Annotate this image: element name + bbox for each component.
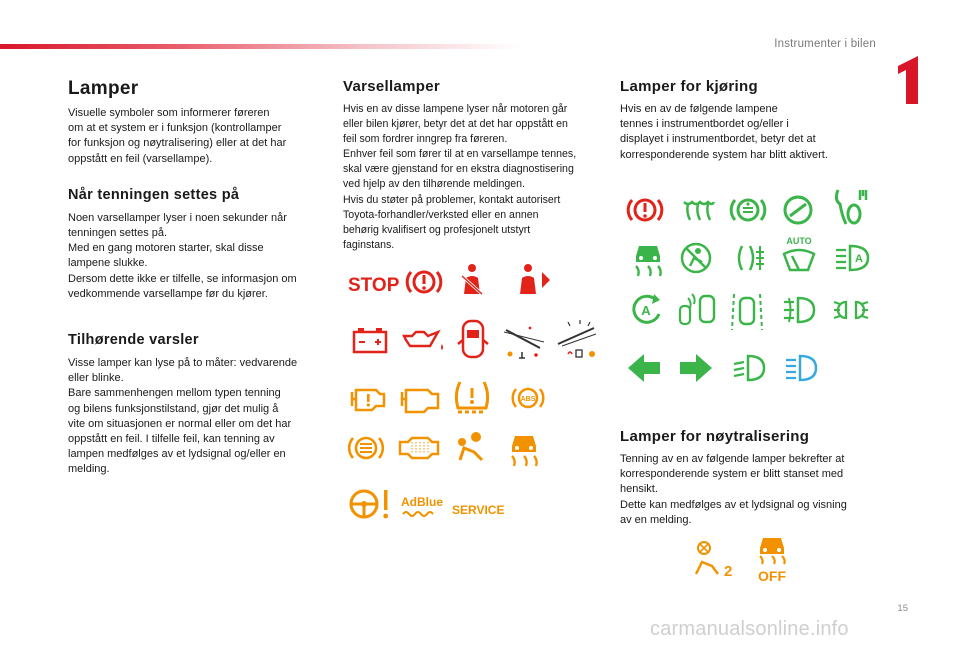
lane-departure-icon <box>730 290 764 332</box>
top-accent-bar <box>0 44 520 49</box>
stop-start-icon <box>626 292 666 328</box>
driving-lamps-text: Hvis en av de følgende lampene tennes i instrumentbordet og/eller i displayet i instrumentbordet, betyr det at korresponderende system har blitt aktivert. <box>620 103 828 161</box>
svg-text:AdBlue: AdBlue <box>401 495 443 509</box>
ignition-text: Noen varsellamper lyser i noen sekunder når tenningen settes på. Med en gang motoren starter, skal disse lampene slukke. Dersom dette ikke er tilfelle, se informasjon om vedkommende varsellampe før du kjører. <box>68 211 297 300</box>
running-header: Instrumenter i bilen <box>774 38 876 50</box>
svg-text:OFF: OFF <box>758 568 786 584</box>
brake-warning-icon <box>404 264 444 300</box>
neutralisation-heading: Lamper for nøytralisering <box>620 428 810 445</box>
stop-warning-icon <box>346 266 400 302</box>
particle-filter-icon <box>396 430 442 466</box>
glow-plug-icon <box>678 192 718 228</box>
passenger-airbag-off-2-icon <box>690 540 734 582</box>
ignition-heading: Når tenningen settes på <box>68 186 240 203</box>
lamps-heading: Lamper <box>68 78 139 99</box>
engine-fault-icon <box>348 380 388 416</box>
oil-pressure-warning-icon <box>400 322 446 358</box>
battery-warning-icon <box>350 322 390 358</box>
warning-lamps-heading: Varsellamper <box>343 78 440 95</box>
stability-control-off-icon <box>752 534 792 584</box>
svg-text:AUTO: AUTO <box>786 236 812 246</box>
passenger-airbag-off-icon <box>676 240 716 276</box>
column-warning-lamps <box>343 78 605 253</box>
associated-warnings-text: Visse lamper kan lyse på to måter: vedvarende eller blinke. Bare sammenhengen mellom typen tenning og bilens funksjonstilstand, gjør det mulig å vite om situasjonen er normal eller om det har oppstått en feil. I tilfelle feil, kan tenning av lampen medfølges av et lydsignal og/eller en melding. <box>68 357 298 476</box>
airbag-fault-icon <box>452 430 492 466</box>
speed-limiter-icon <box>778 192 818 228</box>
stability-control-icon <box>504 428 544 468</box>
column-lamps <box>68 78 330 478</box>
column-driving-lamps <box>620 78 890 163</box>
svg-text:ABS: ABS <box>520 396 536 403</box>
service-icon <box>452 492 505 528</box>
auto-wipers-icon <box>778 234 820 278</box>
driving-lamps-heading: Lamper for kjøring <box>620 78 758 95</box>
seatbelt-warning-icon <box>452 262 492 298</box>
svg-text:STOP: STOP <box>348 275 400 296</box>
temperature-gauge-icon <box>500 318 548 360</box>
left-turn-indicator-icon <box>626 350 662 386</box>
page-number: 15 <box>897 603 908 614</box>
passenger-seatbelt-warning-icon <box>512 262 552 298</box>
dipped-beam-icon <box>730 350 770 386</box>
parking-brake-icon <box>625 192 665 228</box>
fuel-gauge-icon <box>552 316 600 360</box>
svg-text:A: A <box>641 303 651 318</box>
clutch-pedal-icon <box>830 186 870 228</box>
abs-warning-icon <box>508 380 548 416</box>
watermark: carmanualsonline.info <box>650 618 849 640</box>
column-neutralisation-lamps <box>620 428 890 528</box>
front-fog-lamp-icon <box>780 292 820 328</box>
associated-warnings-heading: Tilhørende varsler <box>68 332 199 349</box>
door-open-warning-icon <box>456 318 490 360</box>
warning-lamps-text: Hvis en av disse lampene lyser når motoren går eller bilen kjører, betyr det at det har oppstått en feil som fordrer inngrep fra føreren. Enhver feil som fører til at en varsellampe tennes, skal være gjenstand for en ekstra diagnostisering ved hjelp av den tilhørende meldingen. Hvis du støter på problemer, kontakt autorisert Toyota-forhandler/verksted eller en annen behørig kvalifisert og profesjonelt utstyrt faginstans. <box>343 103 577 251</box>
lamps-intro: Visuelle symboler som informerer føreren om at et system er i funksjon (kontrollamper for funksjon og nøytralisering) eller at det har oppstått en feil (varsellampe). <box>68 107 287 165</box>
blind-spot-monitoring-icon <box>676 288 720 330</box>
adblue-icon <box>400 490 444 526</box>
chapter-number-badge <box>892 56 926 104</box>
brake-system-fault-icon <box>346 430 386 466</box>
tyre-pressure-icon <box>452 378 492 418</box>
svg-text:2: 2 <box>724 563 733 580</box>
fuel-heater-icon <box>730 240 770 276</box>
main-beam-icon <box>782 350 822 386</box>
svg-text:A: A <box>855 253 863 265</box>
autohold-brake-icon <box>728 192 768 228</box>
side-lamps-icon <box>830 292 872 328</box>
svg-text:SERVICE: SERVICE <box>452 503 505 517</box>
stability-control-active-icon <box>628 240 668 280</box>
engine-check-icon <box>398 380 442 416</box>
auto-headlamps-icon <box>832 240 872 276</box>
neutralisation-text: Tenning av en av følgende lamper bekrefter at korresponderende system er blitt stanset med hensikt. Dette kan medfølges av et lydsignal og visning av en melding. <box>620 453 847 526</box>
power-steering-fault-icon <box>346 484 392 524</box>
right-turn-indicator-icon <box>678 350 714 386</box>
